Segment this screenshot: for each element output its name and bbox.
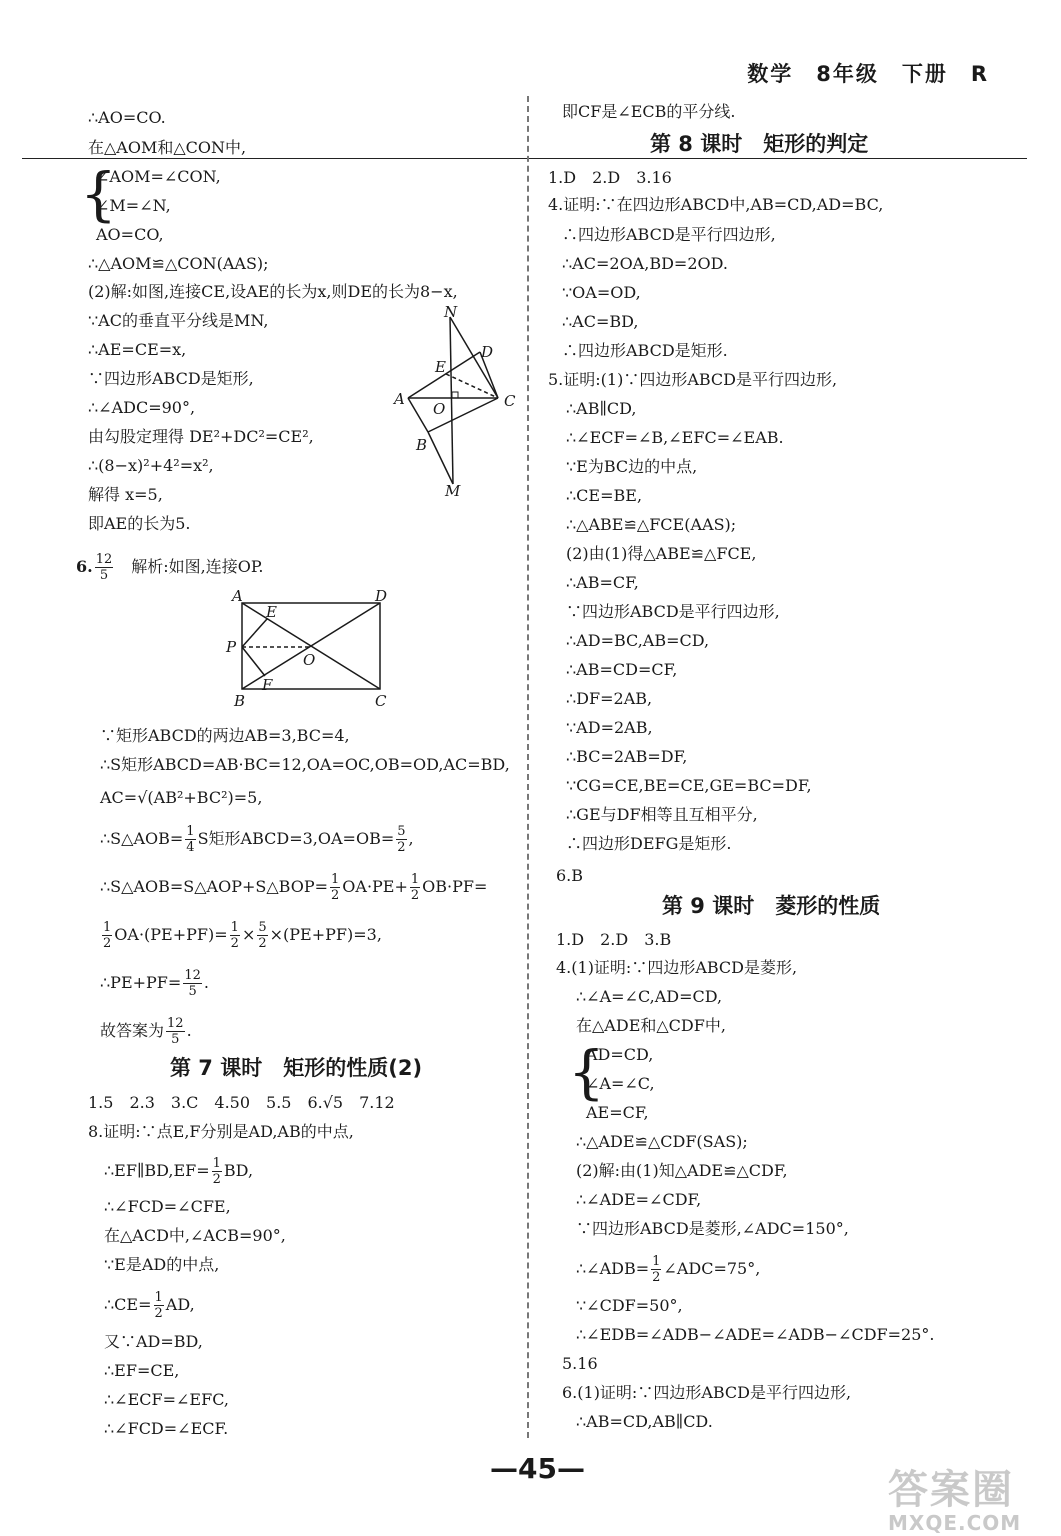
system-brace: {	[568, 1038, 605, 1106]
fig1-label-m: M	[445, 482, 461, 500]
text-line: ∴△AOM≌△CON(AAS);	[88, 254, 269, 273]
text-line: ∴AB=CF,	[566, 573, 639, 592]
page-number: —45—	[490, 1452, 585, 1485]
text-line: ∵矩形ABCD的两边AB=3,BC=4,	[100, 726, 350, 745]
fig1-label-n: N	[444, 303, 458, 321]
fig2-label-o: O	[303, 651, 316, 669]
text-line: ∵四边形ABCD是矩形,	[88, 369, 254, 388]
text-line: ∴AO=CO.	[88, 108, 166, 127]
figure-rectangle-diagram	[222, 585, 402, 710]
text-line: ∴AB=CD,AB∥CD.	[576, 1412, 713, 1431]
text-line: 8.证明:∵点E,F分别是AD,AB的中点,	[88, 1122, 354, 1141]
text-line: ∵四边形ABCD是菱形,∠ADC=150°,	[576, 1219, 849, 1238]
text-line: 4.证明:∵在四边形ABCD中,AB=CD,AD=BC,	[548, 195, 884, 214]
text-line: 解得 x=5,	[88, 485, 163, 504]
fig1-label-b: B	[416, 436, 428, 454]
header-rule	[22, 158, 1027, 159]
text-line: ∴∠EDB=∠ADB−∠ADE=∠ADB−∠CDF=25°.	[576, 1325, 935, 1344]
text-line: 又∵AD=BD,	[104, 1332, 203, 1351]
answer-line: 1.5 2.3 3.C 4.50 5.5 6.√5 7.12	[88, 1093, 395, 1112]
text-line: ∵E为BC边的中点,	[566, 457, 698, 476]
text-line: ∵AD=2AB,	[566, 718, 653, 737]
fig2-label-b: B	[234, 692, 246, 710]
text-line: ∵∠CDF=50°,	[576, 1296, 683, 1315]
text-line: ∴BC=2AB=DF,	[566, 747, 688, 766]
text-line: ∵AC的垂直平分线是MN,	[88, 311, 269, 330]
text-line: 在△AOM和△CON中,	[88, 138, 247, 157]
text-line: ∴AC=BD,	[562, 312, 639, 331]
answer-line: 5.16	[562, 1354, 598, 1373]
text-line: ∴四边形DEFG是矩形.	[566, 834, 732, 853]
text-line: ∴S矩形ABCD=AB·BC=12,OA=OC,OB=OD,AC=BD,	[100, 755, 510, 774]
text-line: ∴AD=BC,AB=CD,	[566, 631, 710, 650]
text-line: ∴∠A=∠C,AD=CD,	[576, 987, 723, 1006]
text-line: 即CF是∠ECB的平分线.	[562, 102, 736, 121]
fig2-label-f: F	[262, 676, 273, 694]
text-line: 在△ACD中,∠ACB=90°,	[104, 1226, 286, 1245]
text-line: ∴四边形ABCD是矩形.	[562, 341, 728, 360]
system-brace: {	[80, 160, 117, 228]
answer-line: 6.B	[556, 866, 584, 885]
section-title-lesson9: 第 9 课时 菱形的性质	[662, 894, 881, 918]
text-line: ∵CG=CE,BE=CE,GE=BC=DF,	[566, 776, 812, 795]
section-title-lesson8: 第 8 课时 矩形的判定	[650, 132, 869, 156]
text-line: ∴∠FCD=∠ECF.	[104, 1419, 229, 1438]
fig2-label-d: D	[375, 587, 388, 605]
text-line: ∠AOM=∠CON,	[96, 167, 221, 186]
text-line: ∴(8−x)²+4²=x²,	[88, 456, 214, 475]
q6-number: 6.	[76, 557, 93, 576]
formula-line: ∴PE+PF= $\frac{12}{5}$ .	[100, 968, 209, 999]
formula-line: ∴∠ADB= $\frac{1}{2}$ ∠ADC=75°,	[576, 1254, 761, 1285]
fig2-label-c: C	[375, 692, 387, 710]
fig2-label-a: A	[232, 587, 243, 605]
formula-line: ∴CE= $\frac{1}{2}$ AD,	[104, 1290, 195, 1321]
text-line: ∴CE=BE,	[566, 486, 643, 505]
fig2-label-e: E	[266, 603, 277, 621]
text-line: ∴AB=CD=CF,	[566, 660, 678, 679]
text-line: 由勾股定理得 DE²+DC²=CE²,	[88, 427, 314, 446]
fig1-label-e: E	[435, 358, 446, 376]
text-line: ∴∠FCD=∠CFE,	[104, 1197, 231, 1216]
watermark-logo: 答案圈 MXQE.COM	[888, 1467, 1022, 1535]
text-line: ∴△ADE≌△CDF(SAS);	[576, 1132, 748, 1151]
text-line: ∠M=∠N,	[96, 196, 171, 215]
fig1-label-a: A	[394, 390, 405, 408]
q6-line: 6. $\frac{12}{5}$ 解析:如图,连接OP.	[76, 552, 264, 583]
text-line: 6.(1)证明:∵四边形ABCD是平行四边形,	[562, 1383, 852, 1402]
text-line: ∵E是AD的中点,	[104, 1255, 220, 1274]
formula-line: ∴EF∥BD,EF= $\frac{1}{2}$ BD,	[104, 1156, 254, 1187]
text-line: ∴∠ECF=∠B,∠EFC=∠EAB.	[566, 428, 784, 447]
text-line: ∴∠ADC=90°,	[88, 398, 196, 417]
text-line: ∴AE=CE=x,	[88, 340, 187, 359]
answer-line: 1.D 2.D 3.16	[548, 168, 672, 187]
text-line: ∴四边形ABCD是平行四边形,	[562, 225, 776, 244]
formula-line: $\frac{1}{2}$ OA·(PE+PF)= $\frac{1}{2}$ × $\frac{5}{2}$ ×(PE+PF)=3,	[103, 920, 382, 951]
figure-rhombus-diagram	[388, 302, 528, 502]
page-header: 数学 8年级 下册 R	[747, 62, 989, 86]
formula-line: ∴S△AOB= $\frac{1}{4}$ S矩形ABCD=3,OA=OB= $\frac{5}{2}$ ,	[100, 824, 414, 855]
text-line: AO=CO,	[96, 225, 164, 244]
column-divider	[527, 96, 529, 1438]
text-line: 即AE的长为5.	[88, 514, 191, 533]
fig1-label-c: C	[504, 392, 516, 410]
text-line: ∴DF=2AB,	[566, 689, 653, 708]
text-line: ∴∠ADE=∠CDF,	[576, 1190, 702, 1209]
fig1-label-d: D	[481, 343, 494, 361]
fig2-label-p: P	[226, 638, 237, 656]
section-title-lesson7: 第 7 课时 矩形的性质(2)	[170, 1056, 423, 1080]
text-line: (2)由(1)得△ABE≌△FCE,	[566, 544, 757, 563]
formula-line: ∴S△AOB=S△AOP+S△BOP= $\frac{1}{2}$ OA·PE+ $\frac{1}{2}$ OB·PF=	[100, 872, 488, 903]
answer-line: 1.D 2.D 3.B	[556, 930, 672, 949]
text-line: 4.(1)证明:∵四边形ABCD是菱形,	[556, 958, 798, 977]
text-line: ∠A=∠C,	[586, 1074, 655, 1093]
text-line: (2)解:如图,连接CE,设AE的长为x,则DE的长为8−x,	[88, 282, 458, 301]
text-line: ∴EF=CE,	[104, 1361, 180, 1380]
fig1-label-o: O	[433, 400, 446, 418]
text-line: 在△ADE和△CDF中,	[576, 1016, 726, 1035]
formula-line: 故答案为 $\frac{12}{5}$ .	[100, 1016, 192, 1047]
text-line: ∴∠ECF=∠EFC,	[104, 1390, 229, 1409]
text-line: ∴△ABE≌△FCE(AAS);	[566, 515, 737, 534]
text-line: ∴GE与DF相等且互相平分,	[566, 805, 758, 824]
text-line: ∴AB∥CD,	[566, 399, 637, 418]
text-line: 5.证明:(1)∵四边形ABCD是平行四边形,	[548, 370, 838, 389]
text-line: AC=√(AB²+BC²)=5,	[100, 788, 263, 807]
text-line: (2)解:由(1)知△ADE≌△CDF,	[576, 1161, 788, 1180]
text-line: ∵OA=OD,	[562, 283, 641, 302]
text-line: AE=CF,	[586, 1103, 649, 1122]
text-line: ∴AC=2OA,BD=2OD.	[562, 254, 728, 273]
text-line: AD=CD,	[586, 1045, 654, 1064]
text-line: ∵四边形ABCD是平行四边形,	[566, 602, 780, 621]
